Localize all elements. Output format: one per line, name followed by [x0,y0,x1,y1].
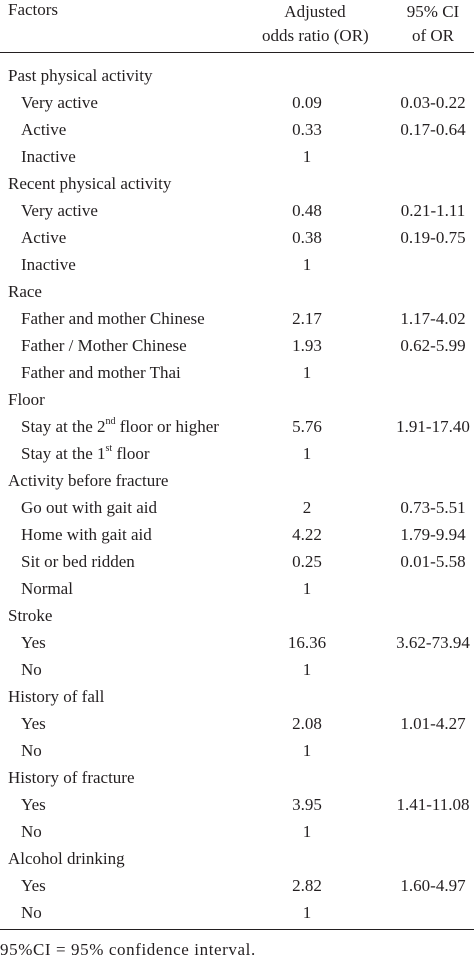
label-text: Stay at the 2 [21,417,106,436]
odds-ratio-value: 2.82 [292,876,322,895]
factor-group-label: Alcohol drinking [8,849,125,868]
factor-level-label: Father and mother Chinese [21,309,205,328]
odds-ratio-value: 1 [302,255,312,274]
table-row [0,521,474,548]
factor-level-label: Yes [21,795,46,814]
table-row [0,548,474,575]
odds-ratio-value: 4.22 [292,525,322,544]
factor-level-label: Very active [21,201,98,220]
factor-level-label: Very active [21,93,98,112]
table-row [0,494,474,521]
label-text: Stay at the 1 [21,444,106,463]
table-row [0,710,474,737]
factor-group-label: Recent physical activity [8,174,172,193]
odds-ratio-value: 1 [302,822,312,841]
odds-ratio-value: 1 [302,444,312,463]
factor-group-row [0,764,474,791]
table-row [0,818,474,845]
table-row [0,575,474,602]
table-row [0,899,474,926]
factor-level-label [21,440,149,467]
ordinal-suffix: st [105,443,113,455]
factor-level-label: No [21,660,42,679]
ci-value: 0.03-0.22 [400,93,466,112]
header-or-line1: Adjusted [284,2,346,21]
header-adjusted-or [262,0,368,48]
odds-ratio-value: 0.33 [292,120,322,139]
factor-level-label: No [21,903,42,922]
factor-group-row [0,278,474,305]
factor-group-row [0,170,474,197]
table-row [0,197,474,224]
ci-value: 1.01-4.27 [400,714,466,733]
odds-ratio-value: 3.95 [292,795,322,814]
factor-group-label: Activity before fracture [8,471,169,490]
odds-ratio-value: 1 [302,660,312,679]
table-row [0,656,474,683]
factor-level-label: Go out with gait aid [21,498,157,517]
table-row [0,737,474,764]
factor-level-label: Father and mother Thai [21,363,181,382]
odds-ratio-value: 0.48 [292,201,322,220]
odds-ratio-value: 0.25 [292,552,322,571]
ci-value: 1.91-17.40 [396,417,470,436]
factor-group-label: History of fall [8,687,105,706]
factor-group-label: Floor [8,390,45,409]
ci-value: 0.21-1.11 [400,201,466,220]
header-factors: Factors [8,0,59,19]
footnote: 95%CI = 95% confidence interval. [0,940,256,959]
factor-level-label: Normal [21,579,73,598]
label-text: floor or higher [115,417,219,436]
factor-level-label: Yes [21,876,46,895]
odds-ratio-value: 1 [302,147,312,166]
factor-level-label: Sit or bed ridden [21,552,135,571]
factor-level-label: Yes [21,714,46,733]
label-text: floor [112,444,150,463]
factor-level-label: Home with gait aid [21,525,152,544]
ci-value: 3.62-73.94 [396,633,470,652]
header-rule [0,52,474,53]
factor-group-row [0,467,474,494]
ci-value: 1.79-9.94 [400,525,466,544]
ci-value: 0.01-5.58 [400,552,466,571]
factor-group-row [0,62,474,89]
factor-group-row [0,845,474,872]
table-row [0,332,474,359]
odds-ratio-value: 1 [302,741,312,760]
ci-value: 1.60-4.97 [400,876,466,895]
factor-group-row [0,683,474,710]
factor-level-label: Active [21,120,67,139]
factor-level-label: Inactive [21,255,76,274]
factor-group-label: History of fracture [8,768,135,787]
odds-ratio-value: 1 [302,363,312,382]
factor-level-label [21,413,219,440]
table-row [0,224,474,251]
odds-ratio-value: 0.38 [292,228,322,247]
factor-group-label: Race [8,282,42,301]
odds-ratio-value: 1.93 [292,336,322,355]
factor-level-label: Inactive [21,147,76,166]
header-or-line2: odds ratio (OR) [262,26,369,45]
table-row [0,143,474,170]
factor-level-label: No [21,741,42,760]
factor-level-label: No [21,822,42,841]
table-body [0,62,474,926]
header-ci [385,0,474,48]
table-row [0,116,474,143]
factor-level-label: Yes [21,633,46,652]
odds-ratio-value: 0.09 [292,93,322,112]
bottom-rule [0,929,474,930]
ordinal-suffix: nd [105,416,116,428]
factor-group-label: Stroke [8,606,53,625]
table-row [0,440,474,467]
factor-group-label: Past physical activity [8,66,153,85]
ci-value: 0.17-0.64 [400,120,466,139]
table-row [0,872,474,899]
table-header [0,0,474,52]
header-ci-line1: 95% CI [406,2,460,21]
table-row [0,305,474,332]
odds-ratio-value: 2.17 [292,309,322,328]
odds-ratio-value: 16.36 [287,633,327,652]
header-ci-line2: of OR [411,26,455,45]
factor-level-label: Father / Mother Chinese [21,336,187,355]
ci-value: 1.17-4.02 [400,309,466,328]
factor-group-row [0,386,474,413]
table-row [0,629,474,656]
odds-ratio-value: 5.76 [292,417,322,436]
ci-value: 0.62-5.99 [400,336,466,355]
ci-value: 0.19-0.75 [400,228,466,247]
table-row [0,791,474,818]
odds-ratio-value: 2.08 [292,714,322,733]
table-row [0,251,474,278]
odds-ratio-value: 2 [302,498,312,517]
factor-group-row [0,602,474,629]
odds-ratio-value: 1 [302,579,312,598]
table-row [0,89,474,116]
odds-ratio-value: 1 [302,903,312,922]
table-row [0,413,474,440]
factor-level-label: Active [21,228,67,247]
ci-value: 0.73-5.51 [400,498,466,517]
table-row [0,359,474,386]
ci-value: 1.41-11.08 [396,795,470,814]
